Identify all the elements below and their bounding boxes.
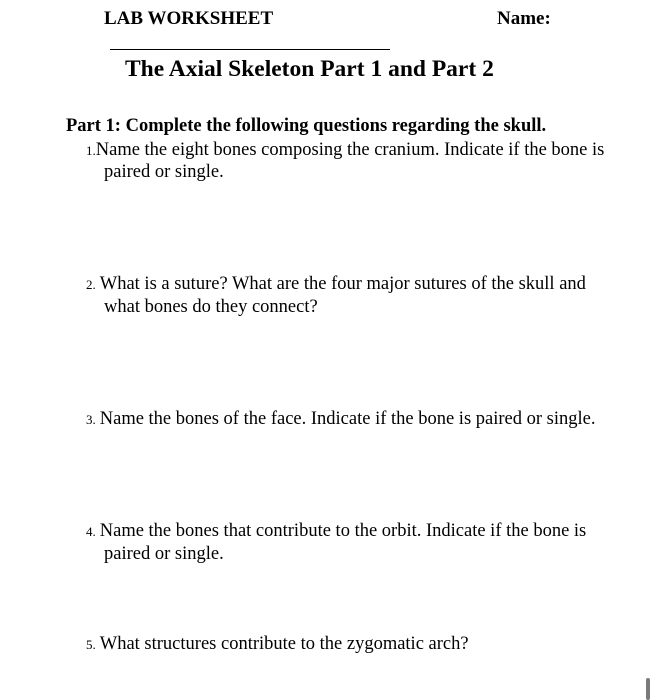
- question-number: 1.: [86, 143, 96, 158]
- worksheet-label: LAB WORKSHEET: [104, 8, 274, 29]
- question-3: [86, 409, 595, 430]
- question-text: What structures contribute to the zygomatic arch?: [99, 634, 469, 654]
- question-1-continuation: paired or single.: [104, 162, 224, 182]
- question-4: [86, 521, 586, 542]
- question-number: 2.: [86, 277, 96, 292]
- question-text: Name the eight bones composing the cranium. Indicate if the bone is: [95, 140, 605, 160]
- name-label: Name:: [497, 8, 551, 29]
- question-4-continuation: paired or single.: [104, 544, 224, 564]
- question-number: 3.: [86, 412, 96, 427]
- name-underline: [110, 49, 390, 50]
- question-2: [86, 274, 586, 295]
- question-1: [86, 140, 604, 161]
- question-5: [86, 634, 469, 655]
- question-number: 5.: [86, 637, 96, 652]
- scrollbar-thumb[interactable]: [646, 678, 650, 700]
- question-number: 4.: [86, 524, 96, 539]
- question-text: What is a suture? What are the four major sutures of the skull and: [99, 274, 586, 294]
- page-title: The Axial Skeleton Part 1 and Part 2: [125, 56, 494, 82]
- question-2-continuation: what bones do they connect?: [104, 297, 318, 317]
- question-text: Name the bones that contribute to the orbit. Indicate if the bone is: [99, 521, 587, 541]
- question-text: Name the bones of the face. Indicate if the bone is paired or single.: [99, 409, 596, 429]
- part1-heading: Part 1: Complete the following questions regarding the skull.: [66, 116, 547, 136]
